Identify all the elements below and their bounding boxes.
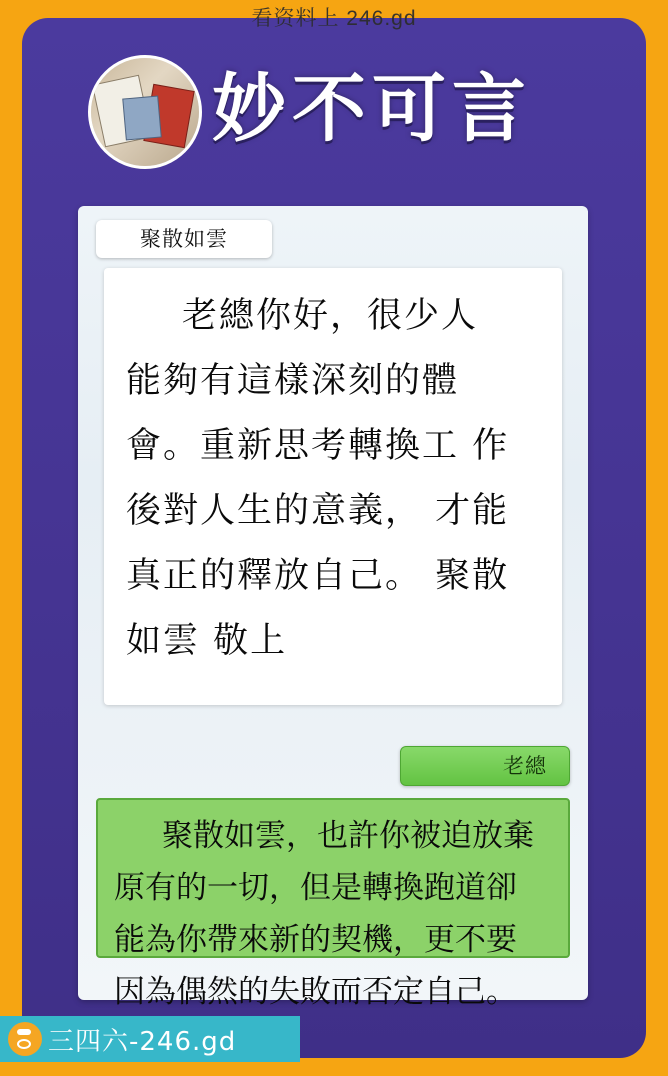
message-line: 能夠有這樣深刻的體 xyxy=(126,361,460,401)
message-line: 老總你好，很少人 xyxy=(182,296,479,336)
bottom-watermark-text: 三四六-246.gd xyxy=(48,1026,237,1057)
sender-name-tag-right: 老總 xyxy=(400,746,570,786)
bottom-watermark xyxy=(0,1016,300,1062)
site-logo-icon xyxy=(8,1022,42,1056)
message-line: 原有的一切，但是轉換跑道卻 xyxy=(114,870,517,906)
message-line: 因為偶然的失敗而否定自己。 xyxy=(114,974,517,1010)
stamp-collection-icon xyxy=(88,55,202,169)
message-line: 作後對人生的意義， xyxy=(126,426,510,531)
logo-stamp-shape xyxy=(123,97,160,140)
sender-name-tag-left: 聚散如雲 xyxy=(96,220,272,258)
message-line: 聚散如雲 敬上 xyxy=(126,556,510,661)
message-line: 能為你帶來新的契機，更不要 xyxy=(114,922,517,958)
page-title: 妙不可言 xyxy=(212,66,532,152)
message-line: 會。重新思考轉換工 xyxy=(126,426,460,466)
message-line: 聚散如雲，也許你被迫放棄 xyxy=(162,818,534,854)
message-bubble-incoming xyxy=(104,268,562,705)
message-bubble-outgoing xyxy=(96,798,570,1010)
top-watermark: 看资料上 246.gd xyxy=(251,7,417,30)
message-line: 才能真正的釋放自己。 xyxy=(126,491,510,596)
conversation-panel xyxy=(78,206,588,1010)
site-header xyxy=(60,45,620,175)
